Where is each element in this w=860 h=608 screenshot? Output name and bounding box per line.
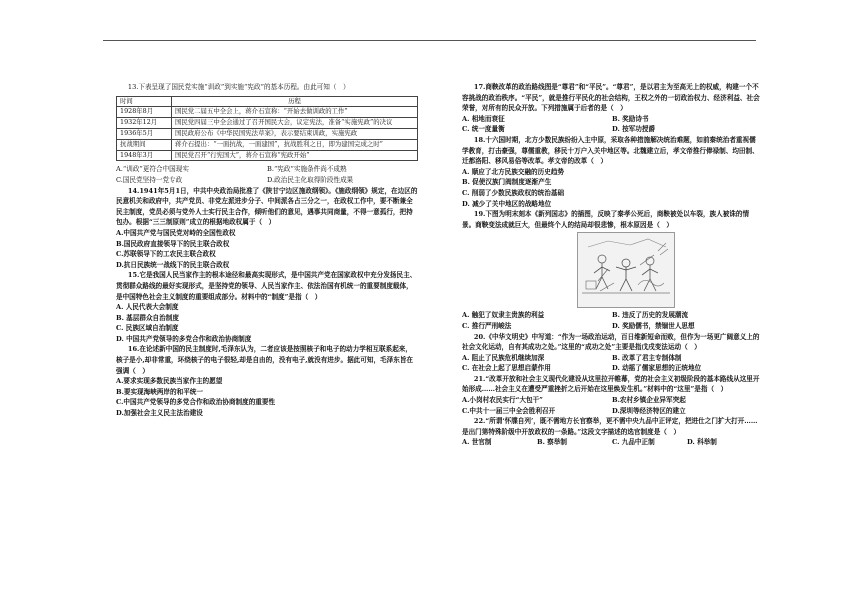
option-d: D. 中国共产党领导的多党合作和政治协商制度 bbox=[116, 334, 252, 343]
question-22-options bbox=[462, 437, 762, 448]
illustration-image bbox=[578, 233, 674, 307]
option-d: D. 减少了关中地区的战略地位 bbox=[462, 199, 552, 208]
option-a: A. 阻止了民族危机继续加深 bbox=[462, 353, 545, 362]
option-b: B. 促使汉族门阀制度逐渐产生 bbox=[462, 178, 552, 187]
question-19-stem: 19.下图为明末刻本《新列国志》的插图，反映了秦孝公死后，商鞅被处以车裂，族人被诛的情景。商鞅变法成就巨大，但最终个人的结局却很悲惨，根本原因是（ ） bbox=[462, 210, 750, 229]
table-cell-time: 1936年5月 bbox=[117, 128, 172, 139]
option-b: B. 奖励诗书 bbox=[612, 114, 649, 123]
left-column bbox=[116, 82, 418, 419]
option-a: A.小岗村农民实行“大包干” bbox=[462, 396, 543, 405]
question-15-stem: 15.它是我国人民当家作主的根本途径和最高实现形式，是中国共产党在国家政权中充分发扬民主、贯彻群众路线的最好实现形式，是坚持党的领导、人民当家作主、依法治国有机统一的重要制度载体，是中国特色社会主义制度的重要组成部分。材料中的“制度”是指（ ） bbox=[116, 271, 417, 301]
table-row bbox=[117, 150, 418, 161]
table-cell-time: 1932年12月 bbox=[117, 118, 172, 129]
header-rule bbox=[103, 40, 756, 41]
table-row bbox=[117, 118, 418, 129]
question-13 bbox=[116, 82, 418, 186]
option-b: B. 改革了君主专制体制 bbox=[612, 353, 682, 362]
table-row bbox=[117, 139, 418, 150]
question-13-stem: 13.下表呈现了国民党实施“训政”到实施“宪政”的基本历程。由此可知（ ） bbox=[127, 83, 350, 91]
option-a: A. 人民代表大会制度 bbox=[116, 303, 179, 312]
table-cell-event: 国民党召开“行宪国大”，蒋介石宣称“宪政开始” bbox=[172, 150, 418, 161]
option-d: D.深圳等经济特区的建立 bbox=[612, 406, 686, 415]
question-17-stem: 17.商鞅改革的政治路线图是“尊君”和“平民”。“尊君”，是以君主为至高无上的权威，构建一个不容挑战的政治秩序。“平民”，就是推行平民化的社会结构，王权之外的一切政治权力、经济利益、社会荣誉，对所有的民众开放。下列措施属于后者的是（ ） bbox=[462, 83, 760, 113]
question-20-stem: 20.《中华文明史》中写道：“作为一场政治运动，百日维新短命而败，但作为一场更广阔意义上的社会文化运动，自有其成功之处。”这里的“成功之处”主要是指戊戌变法运动（ ） bbox=[462, 332, 760, 352]
question-22 bbox=[462, 416, 762, 448]
table-cell-time: 1948年3月 bbox=[117, 150, 172, 161]
option-b: B. 违反了历史的发展潮流 bbox=[612, 311, 689, 320]
option-b: B.“宪政”实施条件尚不成熟 bbox=[267, 165, 347, 174]
table-row bbox=[117, 107, 418, 118]
question-13-options bbox=[116, 164, 418, 185]
question-20 bbox=[462, 332, 762, 374]
table-cell-event: 蒋介石提出：“一面抗战，一面建国”，抗战胜利之日，即为建国完成之时” bbox=[172, 139, 418, 150]
option-d: D. 奖励儒书，禁锢世人思想 bbox=[612, 321, 695, 330]
option-a: A. 触犯了奴隶主贵族的利益 bbox=[462, 311, 545, 320]
option-a: A.要求实现多数民族当家作主的愿望 bbox=[116, 377, 223, 386]
option-a: A. 相地而衰征 bbox=[462, 114, 505, 123]
option-a: A.中国共产党与国民党对峙的全国性政权 bbox=[116, 228, 236, 237]
question-20-options bbox=[462, 353, 762, 374]
question-17 bbox=[462, 82, 762, 135]
option-c: C. 在社会上起了思想启蒙作用 bbox=[462, 364, 551, 373]
option-c: C. 削弱了少数民族政权的统治基础 bbox=[462, 188, 565, 197]
option-b: B.国民政府直接领导下的民主联合政权 bbox=[116, 239, 230, 248]
option-d: D. 科举制 bbox=[687, 438, 717, 447]
question-17-options bbox=[462, 114, 762, 135]
option-b: B. 察举制 bbox=[537, 438, 567, 447]
question-16 bbox=[116, 344, 418, 418]
option-b: B. 基层群众自治制度 bbox=[116, 313, 179, 322]
option-c: C. 统一度量衡 bbox=[462, 125, 505, 134]
question-14-stem: 14.1941年5月1日，中共中央政治局批准了《陕甘宁边区施政纲领》。《施政纲领》规定，在边区的民意机关和政府中，共产党员、非党左派进步分子、中间派各占三分之一，在政权工作中，要不断兼全民主制度，党员必须与党外人士实行民主合作，倾听他们的意见，遇事共同商量，不得一意孤行，把持包办。根据“三三制原则”成立的根据地政权属于（ ） bbox=[116, 186, 418, 227]
question-16-stem: 16.在论述新中国的民主制度时,毛泽东认为，二者应该是按照核子和电子的动力学相互联系起来，核子是小,却非常重，环绕核子的电子很轻,却是自由的，没有电子,就没有进步。据此可知，毛泽东旨在强调（ ） bbox=[116, 345, 414, 375]
table-cell-event: 国民党二届五中全会上，蒋介石宣称：“开始去做训政的工作” bbox=[172, 107, 418, 118]
option-c: C.国民党坚持一党专政 bbox=[116, 175, 183, 184]
table-header-time: 时间 bbox=[117, 96, 172, 107]
option-a: A.“训政”更符合中国现实 bbox=[116, 165, 189, 174]
question-21 bbox=[462, 374, 762, 416]
option-a: A. 世官制 bbox=[462, 438, 492, 447]
option-d: D. 按军功授爵 bbox=[612, 125, 656, 134]
question-14 bbox=[116, 186, 418, 271]
right-column bbox=[462, 82, 762, 448]
table-cell-event: 国民政府公布《中华民国宪法草案》，表示要结束训政，实施宪政 bbox=[172, 128, 418, 139]
table-cell-event: 国民党四届三中全会通过了召开国民大会，议定宪法，准备“实施宪政”的决议 bbox=[172, 118, 418, 129]
option-d: D.抗日民族统一战线下的民主联合政权 bbox=[116, 260, 230, 269]
option-c: C.苏联领导下的工农民主联合政权 bbox=[116, 250, 216, 259]
table-row bbox=[117, 128, 418, 139]
question-19-options bbox=[462, 310, 762, 331]
question-19 bbox=[462, 209, 762, 331]
option-d: D. 动摇了儒家思想的正统地位 bbox=[612, 364, 702, 373]
option-c: C. 推行严刑峻法 bbox=[462, 321, 512, 330]
table-cell-time: 抗战期间 bbox=[117, 139, 172, 150]
question-21-stem: 21.“改革开放和社会主义现代化建设从这里拉开帷幕，党的社会主义初级阶段的基本路线从这里开始形成……社会主义在遭受严重挫折之后开始在这里焕发生机。”材料中的“这里”是指（ ） bbox=[462, 374, 760, 394]
question-18-stem: 18.十六国时期，北方少数民族纷纷入主中原，采取各种措施解决统治难题，如前秦统治者重视儒学教育，打击豪强，尊儒重教，移民十万户入关中地区等。北魏建立后，孝文帝推行俸禄制、均田制、迁都洛阳、移风易俗等改革。孝文帝的改革（ ） bbox=[462, 135, 759, 166]
question-21-options bbox=[462, 395, 762, 416]
question-18 bbox=[462, 135, 762, 209]
question-22-stem: 22.“所谓‘怀牒自列’，既不需地方长官察举，更不需中央九品中正评定，把进仕之门扩大打开……是出门第特殊阶级中开放政权的一条路。”这段文字描述的选官制度是（ ） bbox=[462, 417, 758, 436]
option-d: D.加强社会主义民主法治建设 bbox=[116, 409, 203, 418]
option-c: C.中共十一届三中全会胜利召开 bbox=[462, 406, 556, 415]
question-15 bbox=[116, 270, 418, 344]
execution-illustration bbox=[577, 232, 675, 308]
option-c: C. 民族区域自治制度 bbox=[116, 324, 179, 333]
table-header-process: 历程 bbox=[172, 96, 418, 107]
option-b: B.要实现海峡两岸的和平统一 bbox=[116, 387, 203, 396]
option-a: A. 顺应了北方民族交融的历史趋势 bbox=[462, 167, 565, 176]
option-d: D.政治民主化取得阶段性成果 bbox=[267, 175, 354, 184]
option-c: C. 九品中正制 bbox=[612, 438, 655, 447]
table-cell-time: 1928年8月 bbox=[117, 107, 172, 118]
question-13-table bbox=[116, 96, 418, 162]
option-c: C.中国共产党领导的多党合作和政治协商制度的重要性 bbox=[116, 398, 276, 407]
option-b: B.农村乡镇企业异军突起 bbox=[612, 396, 686, 405]
